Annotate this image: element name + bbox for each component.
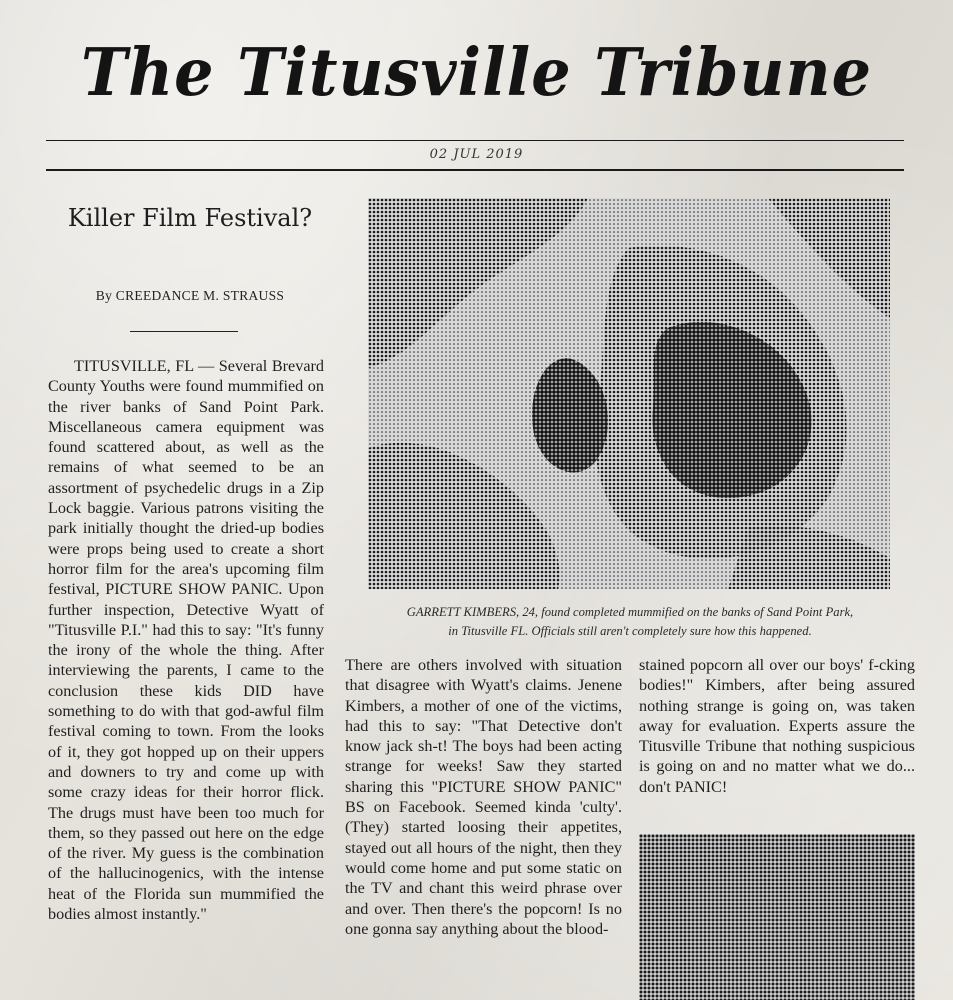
column-1-text: TITUSVILLE, FL — Several Brevard County Youths were found mummified on the river banks of Sand Point Park. Miscellaneous camera equipment was found scattered about, as well as the remains of what seemed to be an assortment of psychedelic drugs in a Zip Lock baggie. Various patrons visiting the park initially thought the dried-up bodies were props being used to create a short horror film for the area's upcoming film festival, PICTURE SHOW PANIC. Upon further inspection, Detective Wyatt of "Titusville P.I." had this to say: "It's funny the irony of the whole the thing. After interviewing the parents, I came to the conclusion these kids DID have something to do with that god-awful film festival coming to town. From the looks of it, they got hopped up on their uppers and downers to try and come up with some crazy ideas for their horror flick. The drugs must have been too much for them, so they passed out here on the edge of the river. My guess is the combination of the hallucinogenics, with the intense heat of the Florida sun mummified the bodies almost instantly." bbox=[48, 357, 324, 924]
column-2-text: There are others involved with situation that disagree with Wyatt's claims. Jenene Kimbers, a mother of one of the victims, had this to say: "That Detective don't know jack sh-t! The boys had been acting strange for weeks! Saw they started sharing this "PICTURE SHOW PANIC" BS on Facebook. Seemed kinda 'culty'. (They) started loosing their appetites, stayed out all hours of the night, then they would come home and put some static on the TV and chant this weird phrase over and over. Then there's the popcorn! Is no one gonna say anything about the blood- bbox=[345, 656, 622, 938]
article-column-3 bbox=[639, 655, 915, 797]
photo-caption bbox=[350, 603, 910, 641]
article-column-1 bbox=[48, 356, 324, 924]
secondary-photo bbox=[639, 834, 915, 1000]
article-column-2 bbox=[345, 655, 622, 939]
column-3-text: stained popcorn all over our boys' f-cking bodies!" Kimbers, after being assured nothing strange is going on, was taken away for evaluation. Experts assure the Titusville Tribune that nothing suspicious is going on and no matter what we do... don't PANIC! bbox=[639, 656, 915, 796]
article-byline: By CREEDANCE M. STRAUSS bbox=[95, 288, 285, 303]
masthead-title: The Titusville Tribune bbox=[80, 34, 873, 111]
dateline: 02 JUL 2019 bbox=[429, 147, 524, 162]
caption-line-2: in Titusville FL. Officials still aren't completely sure how this happened. bbox=[448, 624, 812, 638]
caption-line-1: GARRETT KIMBERS, 24, found completed mummified on the banks of Sand Point Park, bbox=[406, 605, 854, 619]
main-photo bbox=[368, 198, 890, 589]
masthead-rule-top bbox=[46, 140, 904, 141]
halftone-photo-small bbox=[639, 834, 915, 1000]
halftone-photo bbox=[368, 198, 890, 589]
headline-divider bbox=[130, 331, 238, 332]
masthead-rule-bottom bbox=[46, 169, 904, 171]
article-headline: Killer Film Festival? bbox=[67, 204, 313, 232]
